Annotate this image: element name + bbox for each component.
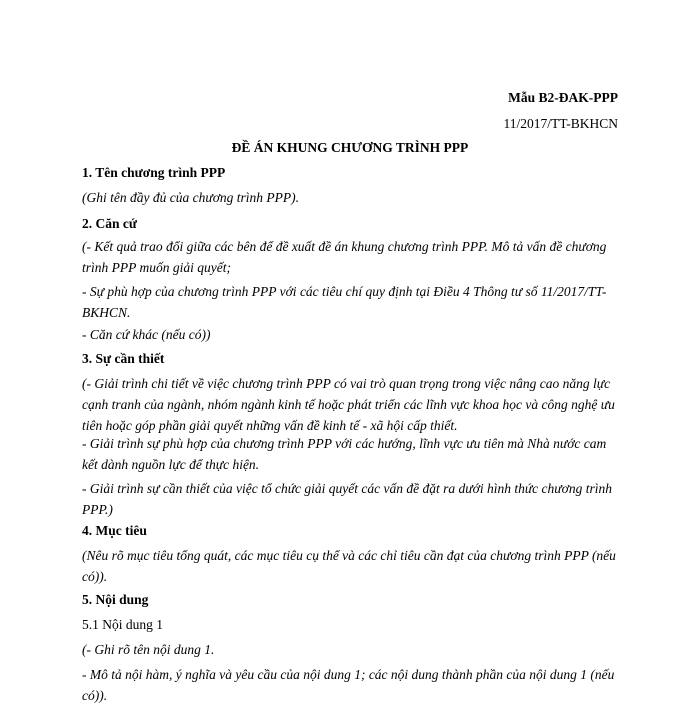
section-2-paragraph-3: - Căn cứ khác (nếu có)) xyxy=(82,327,211,342)
section-3-paragraph-1: (- Giải trình chi tiết về việc chương trình PPP có vai trò quan trọng trong việc nâng cao năng lực cạnh tranh của ngành, nhóm ngành kinh tế hoặc phát triển các lĩnh vực khoa học và công nghệ ưu tiên hoặc góp phần giải quyết những vấn đề kinh tế - xã hội cấp thiết. xyxy=(82,376,615,433)
section-3-heading: 3. Sự cần thiết xyxy=(82,351,165,366)
section-1-heading: 1. Tên chương trình PPP xyxy=(82,165,226,180)
section-1-note: (Ghi tên đầy đủ của chương trình PPP). xyxy=(82,190,300,205)
section-3-paragraph-3: - Giải trình sự cần thiết của việc tổ chức giải quyết các vấn đề đặt ra dưới hình thức chương trình PPP.) xyxy=(82,481,612,517)
section-2-paragraph-1: (- Kết quả trao đổi giữa các bên để đề xuất đề án khung chương trình PPP. Mô tả vấn đề chương trình PPP muốn giải quyết; xyxy=(82,239,607,275)
section-5-paragraph-1: (- Ghi rõ tên nội dung 1. xyxy=(82,642,215,657)
section-5-paragraph-2: - Mô tả nội hàm, ý nghĩa và yêu cầu của nội dung 1; các nội dung thành phần của nội dung 1 (nếu có)). xyxy=(82,667,615,703)
section-5-subheading: 5.1 Nội dung 1 xyxy=(82,617,163,632)
section-2-paragraph-2: - Sự phù hợp của chương trình PPP với các tiêu chí quy định tại Điều 4 Thông tư số 11/2017/TT-BKHCN. xyxy=(82,284,607,320)
section-2-heading: 2. Căn cứ xyxy=(82,216,137,231)
section-3-paragraph-2: - Giải trình sự phù hợp của chương trình PPP với các hướng, lĩnh vực ưu tiên mà Nhà nước cam kết dành nguồn lực để thực hiện. xyxy=(82,436,607,472)
form-code: Mẫu B2-ĐAK-PPP xyxy=(508,90,618,105)
section-5-heading: 5. Nội dung xyxy=(82,592,149,607)
section-4-heading: 4. Mục tiêu xyxy=(82,523,147,538)
document-page xyxy=(82,0,618,703)
document-title: ĐỀ ÁN KHUNG CHƯƠNG TRÌNH PPP xyxy=(231,140,469,155)
circular-reference: 11/2017/TT-BKHCN xyxy=(503,116,618,131)
section-4-note: (Nêu rõ mục tiêu tổng quát, các mục tiêu cụ thể và các chỉ tiêu cần đạt của chương trình PPP (nếu có)). xyxy=(82,548,616,584)
